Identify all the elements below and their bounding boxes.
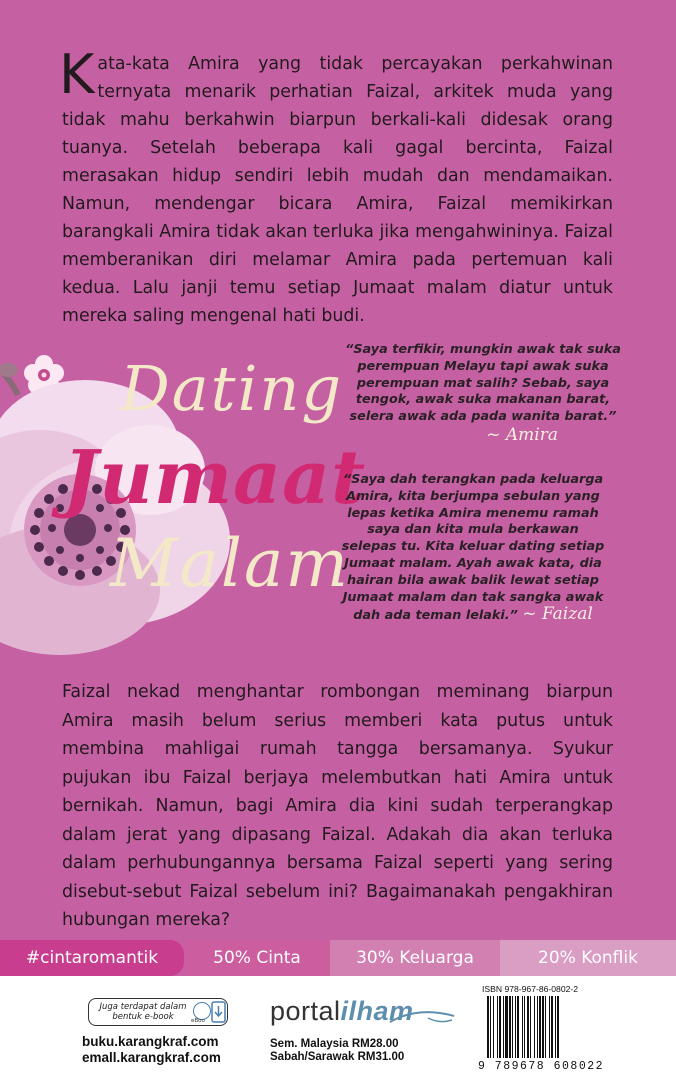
price-info — [270, 1038, 404, 1064]
footer-urls — [82, 1034, 221, 1065]
tag-cintaromantik: #cintaromantik — [0, 940, 184, 976]
title-jumaat: Jumaat — [63, 435, 367, 521]
title-dating: Dating — [120, 352, 344, 425]
drop-cap: K — [59, 43, 95, 106]
tags-bar — [0, 940, 676, 976]
url-buku[interactable]: buku.karangkraf.com — [82, 1034, 219, 1049]
tag-cinta: 50% Cinta — [184, 940, 330, 976]
quote-amira-signature: ~ Amira — [486, 424, 558, 445]
title-malam: Malam — [110, 525, 350, 602]
quote-faizal-text: “Saya dah terangkan pada keluarga Amira, kita berjumpa sebulan yang lepas ketika Amira menemu ramah saya dan kita mula berkawan selepas tu. Kita keluar dating setiap Jumaat malam. Ayah awak kata, dia hairan bila awak balik lewat setiap Jumaat malam dan tak sangka awak dah ada teman lelaki.” — [341, 472, 605, 624]
blurb-bottom: Faizal nekad menghantar rombongan meminang biarpun Amira masih belum serius memberi kata putus untuk membina mahligai rumah tangga bersamanya. Syukur pujukan ibu Faizal berjaya melembutkan hati Amira untuk bernikah. Namun, bagi Amira dia kini sudah terperangkap dalam jerat yang dipasang Faizal. Adakah dia akan terluka dalam perhubungannya bersama Faizal seperti yang sering disebut-sebut Faizal sebelum ini? Bagaimanakah pengakhiran hubungan mereka? — [62, 682, 613, 930]
quote-amira — [338, 342, 628, 446]
logo-text-bold: ilham — [340, 996, 414, 1026]
barcode-number: 9 789678 608022 — [478, 1060, 605, 1073]
price-sabah-sarawak: Sabah/Sarawak RM31.00 — [270, 1051, 405, 1063]
ebook-notice — [88, 998, 228, 1026]
tag-keluarga: 30% Keluarga — [330, 940, 500, 976]
url-emall[interactable]: emall.karangkraf.com — [82, 1049, 221, 1065]
barcode — [487, 996, 607, 1058]
download-icon — [211, 1001, 226, 1023]
tag-konflik: 20% Konflik — [500, 940, 676, 976]
quote-amira-text: “Saya terfikir, mungkin awak tak suka perempuan Melayu tapi awak suka perempuan mat salih? Sebab, saya tengok, awak suka makanan barat, selera awak ada pada wanita barat.” — [345, 342, 621, 425]
quote-faizal-signature: ~ Faizal — [522, 604, 593, 625]
logo-swoosh-icon — [388, 1004, 458, 1028]
blurb-top — [59, 43, 613, 330]
isbn-text: ISBN 978-967-86-0802-2 — [482, 984, 579, 994]
ebook-badge-label: eBoo — [191, 1018, 205, 1024]
price-malaysia: Sem. Malaysia RM28.00 — [270, 1038, 399, 1050]
quote-faizal — [338, 472, 608, 625]
blurb-top-text: ata-kata Amira yang tidak percayakan perkahwinan ternyata menarik perhatian Faizal, arkitek muda yang tidak mahu berkahwin biarpun berkali-kali didesak orang tuanya. Setelah beberapa kali gagal bercinta, Faizal merasakan hidup sendiri lebih mudah dan mendamaikan. Namun, mendengar bicara Amira, Faizal memikirkan barangkali Amira tidak akan terluka jika mengahwininya. Faizal memberanikan diri melamar Amira pada pertemuan kali kedua. Lalu janji temu setiap Jumaat malam diatur untuk mereka saling mengenal hati budi. — [62, 54, 613, 326]
logo-text-plain: portal — [270, 996, 341, 1026]
ebook-note: Juga terdapat dalam bentuk e-book — [99, 1002, 187, 1022]
